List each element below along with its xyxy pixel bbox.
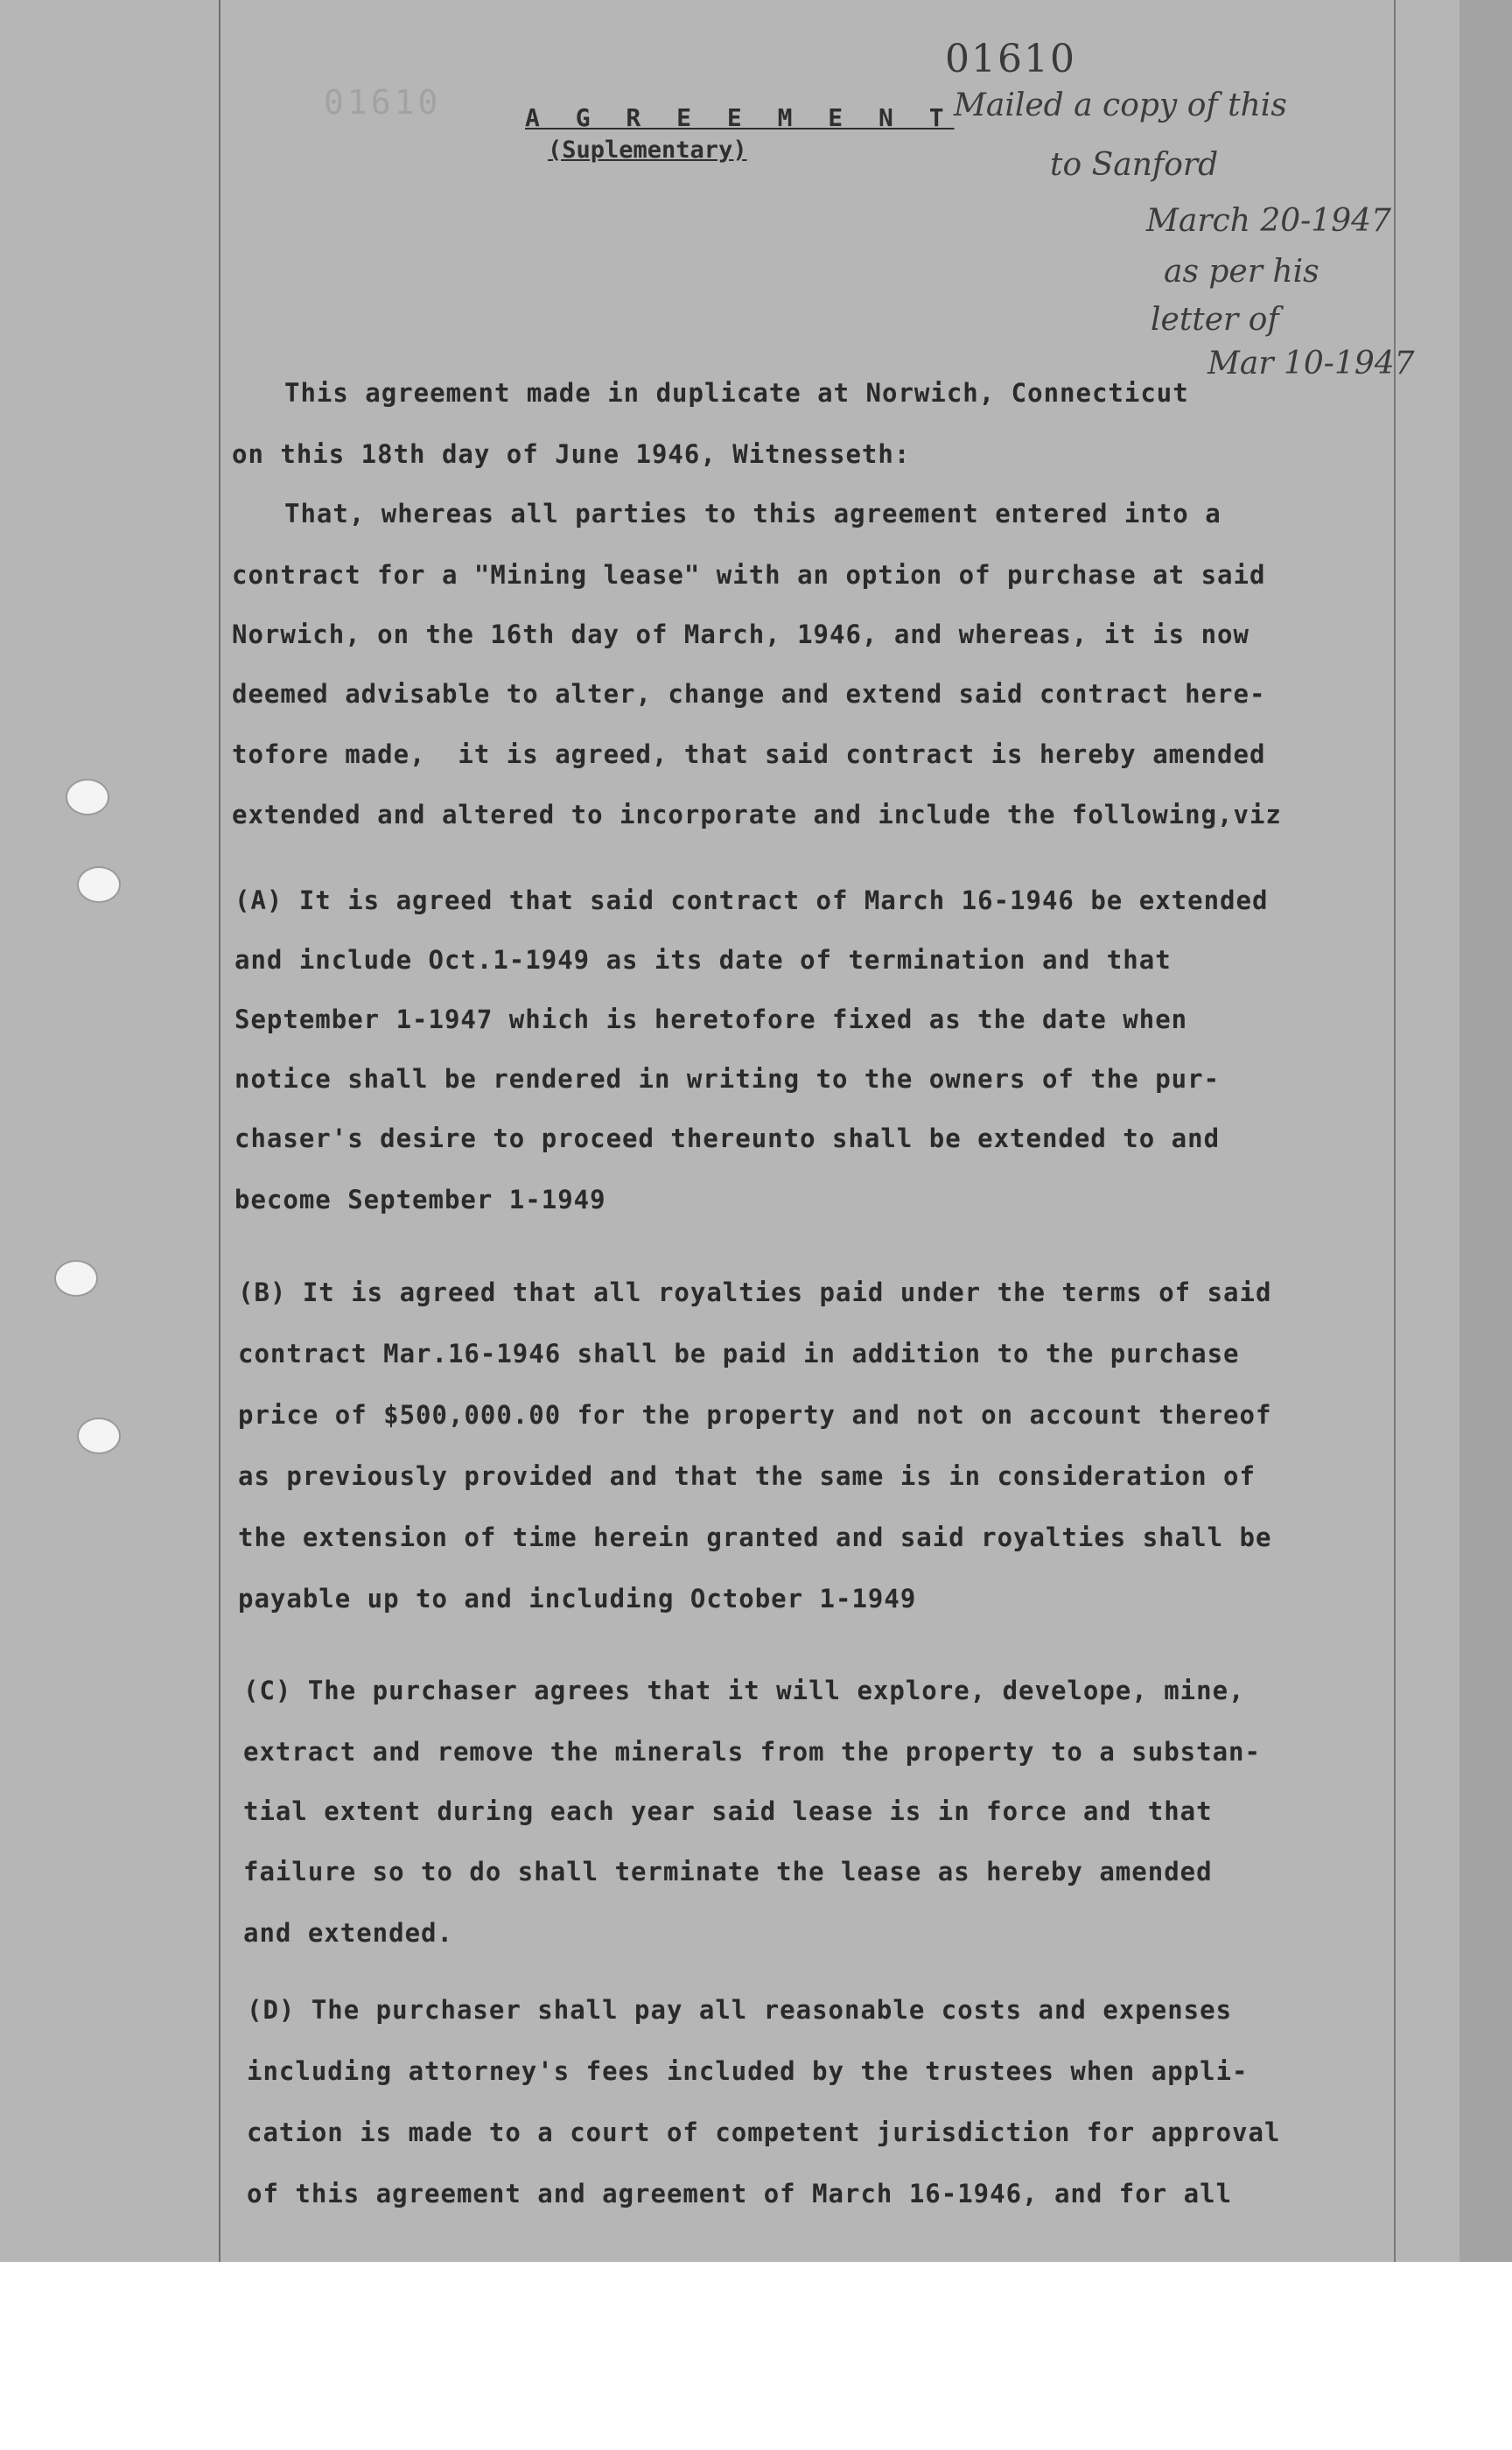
body-line: deemed advisable to alter, change and extend said contract here- <box>232 679 1266 709</box>
body-line: tial extent during each year said lease is in force and that <box>243 1796 1213 1826</box>
punch-hole <box>66 779 109 816</box>
handwritten-note-line: to Sanford <box>1050 147 1219 183</box>
body-line: September 1-1947 which is heretofore fixed as the date when <box>234 1004 1188 1034</box>
body-line: the extension of time herein granted and said royalties shall be <box>238 1522 1272 1552</box>
punch-hole <box>54 1260 98 1297</box>
handwritten-note-line: March 20-1947 <box>1146 203 1391 239</box>
body-line: and include Oct.1-1949 as its date of termination and that <box>234 945 1172 975</box>
body-line: as previously provided and that the same is in consideration of <box>238 1461 1256 1491</box>
punch-hole <box>77 866 121 903</box>
body-line: on this 18th day of June 1946, Witnesseth: <box>232 439 911 469</box>
body-line: including attorney's fees included by the trustees when appli- <box>247 2056 1249 2086</box>
body-line: tofore made, it is agreed, that said contract is hereby amended <box>232 739 1266 769</box>
left-margin-rule <box>219 0 220 2262</box>
body-line: and extended. <box>243 1918 453 1948</box>
document-title: A G R E E M E N T <box>525 103 955 132</box>
body-line: cation is made to a court of competent jurisdiction for approval <box>247 2118 1281 2147</box>
body-line: Norwich, on the 16th day of March, 1946, and whereas, it is now <box>232 620 1250 649</box>
punch-hole <box>77 1418 121 1454</box>
body-line: (A) It is agreed that said contract of March 16-1946 be extended <box>234 886 1269 915</box>
handwritten-note-line: letter of <box>1151 302 1279 338</box>
body-line: price of $500,000.00 for the property and not on account thereof <box>238 1400 1272 1430</box>
body-line: (D) The purchaser shall pay all reasonable costs and expenses <box>247 1995 1233 2025</box>
body-line: extract and remove the minerals from the property to a substan- <box>243 1737 1261 1767</box>
body-line: (C) The purchaser agrees that it will explore, develope, mine, <box>243 1676 1245 1705</box>
body-line: This agreement made in duplicate at Norwich, Connecticut <box>284 378 1189 408</box>
body-line: chaser's desire to proceed thereunto shall be extended to and <box>234 1124 1221 1153</box>
doc-number: 01610 <box>945 37 1076 81</box>
body-line: (B) It is agreed that all royalties paid under the terms of said <box>238 1278 1272 1307</box>
body-line: failure so to do shall terminate the lease as hereby amended <box>243 1857 1213 1886</box>
body-line: extended and altered to incorporate and include the following,viz <box>232 800 1282 830</box>
ghost-doc-number: 01610 <box>324 83 442 122</box>
body-line: contract Mar.16-1946 shall be paid in addition to the purchase <box>238 1339 1240 1368</box>
body-line: contract for a "Mining lease" with an option of purchase at said <box>232 560 1266 590</box>
body-line: become September 1-1949 <box>234 1185 606 1214</box>
body-line: payable up to and including October 1-1949 <box>238 1584 917 1614</box>
handwritten-note-line: as per his <box>1164 254 1320 290</box>
document-subtitle: (Suplementary) <box>548 136 747 164</box>
body-line: notice shall be rendered in writing to the owners of the pur- <box>234 1064 1221 1094</box>
body-line: of this agreement and agreement of March 16-1946, and for all <box>247 2179 1233 2208</box>
handwritten-note-line: Mailed a copy of this <box>954 88 1287 123</box>
right-margin-rule <box>1394 0 1396 2262</box>
handwritten-note-line: Mar 10-1947 <box>1208 346 1415 382</box>
page-edge-shadow <box>1460 0 1512 2262</box>
body-line: That, whereas all parties to this agreement entered into a <box>284 499 1222 528</box>
